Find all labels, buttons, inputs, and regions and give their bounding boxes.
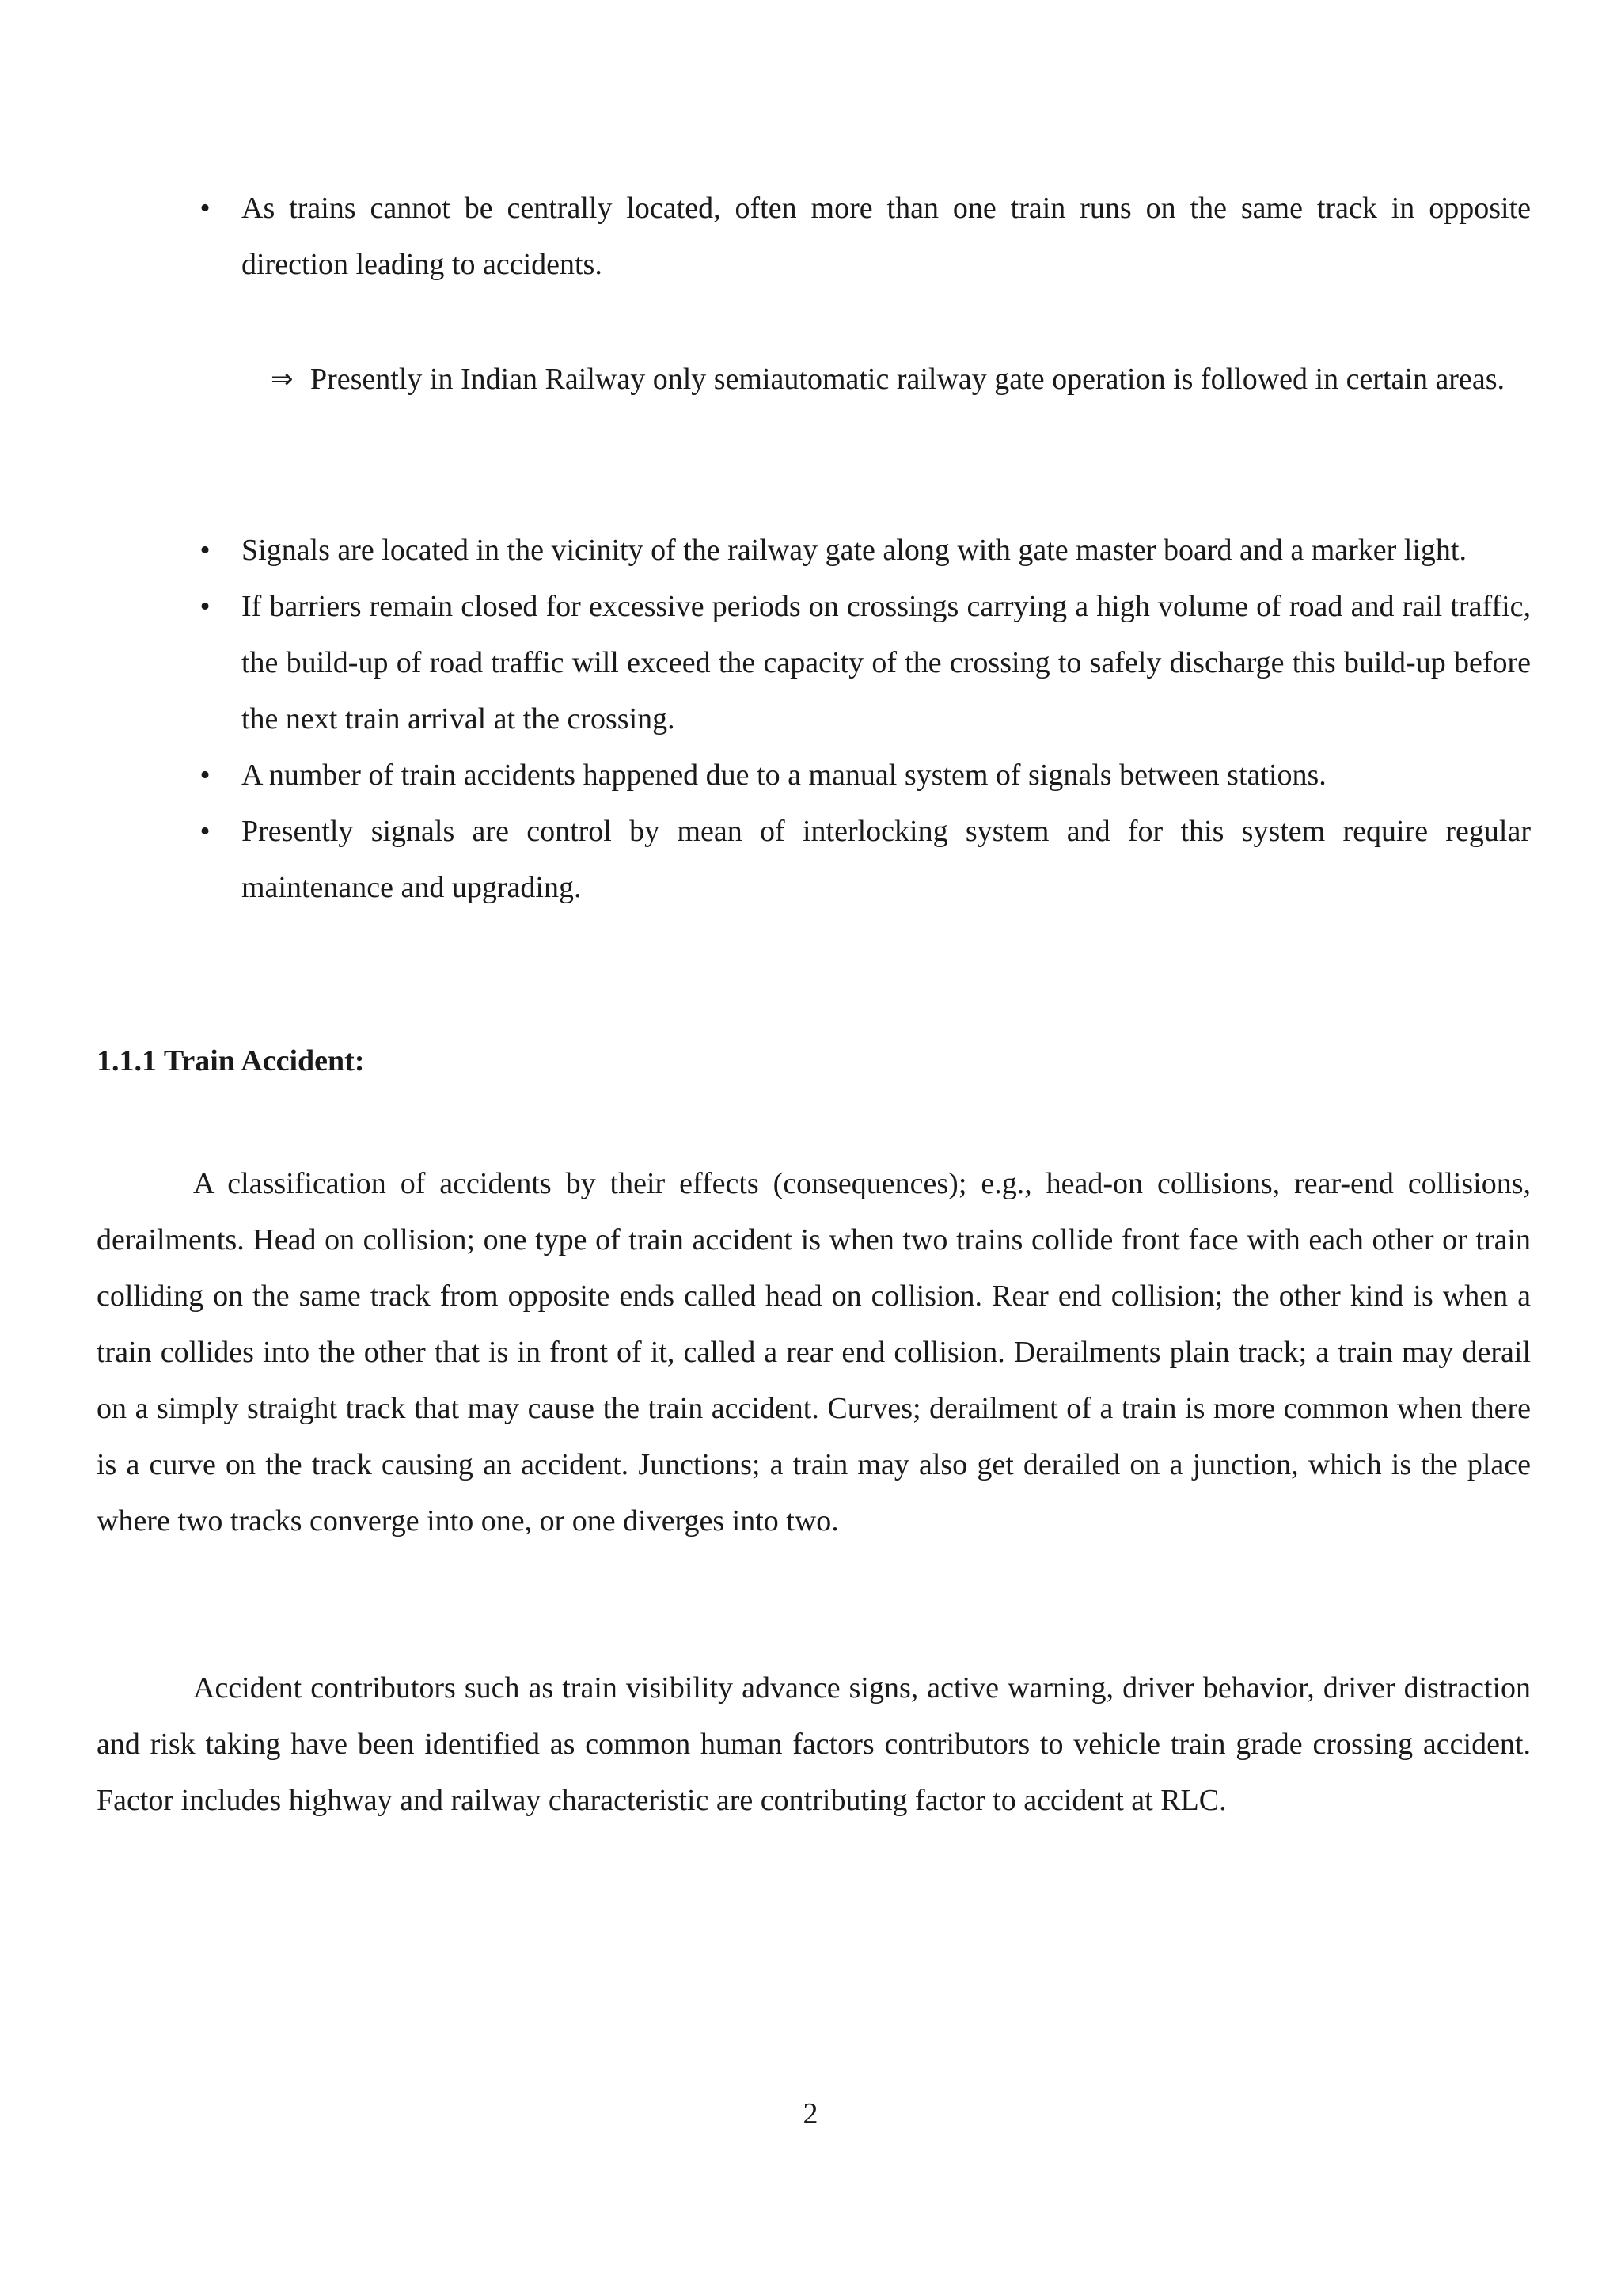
list-item [97,523,1531,579]
bullet-text: Signals are located in the vicinity of the railway gate along with gate master board and a marker light. [241,534,1467,567]
list-item [97,579,1531,747]
list-item [97,804,1531,916]
bullet-icon: • [199,758,211,792]
page-number: 2 [803,2097,818,2131]
section-heading: 1.1.1 Train Accident: [97,1044,365,1078]
bullet-text: A number of train accidents happened due to a manual system of signals between stations. [241,758,1327,792]
list-item [97,181,1531,293]
bullet-text: If barriers remain closed for excessive periods on crossings carrying a high volume of road and rail traffic, the build-up of road traffic will exceed the capacity of the crossing to safely discharge this build-up before the next train arrival at the crossing. [241,590,1531,736]
sub-point-text: Presently in Indian Railway only semiautomatic railway gate operation is followed in certain areas. [310,363,1505,396]
bullet-icon: • [199,590,211,623]
bullet-text: Presently signals are control by mean of interlocking system and for this system require regular maintenance and upgrading. [241,815,1531,904]
bullet-list-top [97,181,1531,293]
list-item [97,747,1531,804]
bullet-list-bottom [97,523,1531,916]
bullet-icon: • [199,815,211,848]
bullet-text: As trains cannot be centrally located, often more than one train runs on the same track in opposite direction leading to accidents. [241,192,1531,281]
paragraph-accident-contributors: Accident contributors such as train visibility advance signs, active warning, driver behavior, driver distraction and risk taking have been identified as common human factors contributors to vehicle train grade crossing accident. Factor includes highway and railway characteristic are contributing factor to accident at RLC. [97,1671,1531,1817]
paragraph-accident-classification: A classification of accidents by their effects (consequences); e.g., head-on collisions, rear-end collisions, derailments. Head on collision; one type of train accident is when two trains collide front face with each other or train colliding on the same track from opposite ends called head on collision. Rear end collision; the other kind is when a train collides into the other that is in front of it, called a rear end collision. Derailments plain track; a train may derail on a simply straight track that may cause the train accident. Curves; derailment of a train is more common when there is a curve on the track causing an accident. Junctions; a train may also get derailed on a junction, which is the place where two tracks converge into one, or one diverges into two. [97,1167,1531,1538]
sub-point [271,352,1531,408]
bullet-icon: • [199,534,211,567]
bullet-icon: • [199,192,211,225]
implies-arrow-icon: ⇒ [271,363,294,395]
